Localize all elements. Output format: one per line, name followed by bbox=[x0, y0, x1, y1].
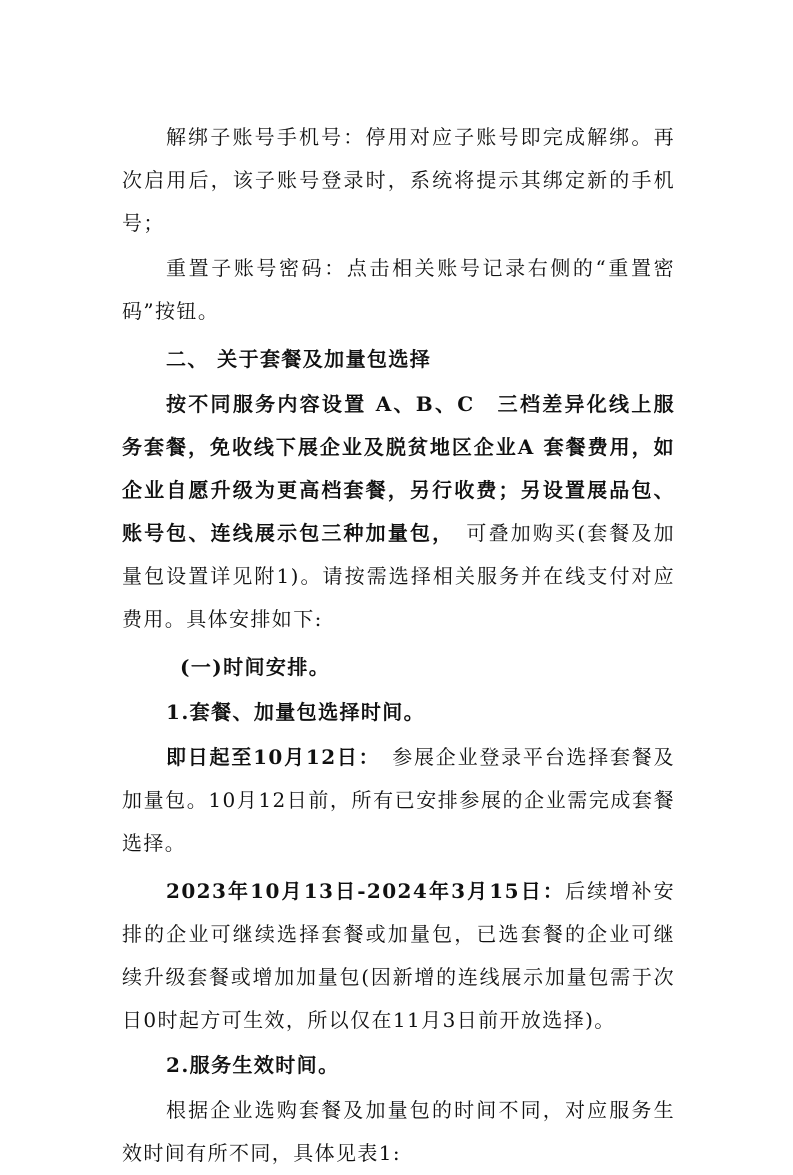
paragraph-selection-deadline-bold: 即日起至10月12日： bbox=[166, 745, 371, 769]
item-heading-selection-time: 1.套餐、加量包选择时间。 bbox=[166, 700, 426, 724]
paragraph-package-overview bbox=[122, 383, 675, 641]
item-heading-effective-time: 2.服务生效时间。 bbox=[166, 1053, 340, 1077]
paragraph-package-overview-bold: 按不同服务内容设置 A、B、C 三档差异化线上服务套餐，免收线下展企业及脱贫地区企业A 套餐费用，如企业自愿升级为更高档套餐，另行收费；另设置展品包、账号包、连线展示包三种加量包， bbox=[122, 392, 675, 545]
paragraph-effective-time: 根据企业选购套餐及加量包的时间不同，对应服务生效时间有所不同，具体见表1: bbox=[122, 1098, 675, 1165]
subsection-heading-schedule: (一)时间安排。 bbox=[180, 655, 331, 679]
paragraph-reset-password: 重置子账号密码：点击相关账号记录右侧的“重置密码”按钮。 bbox=[122, 256, 675, 323]
paragraph-selection-deadline-normal: 参展企业登录平台选择套餐及加量包。10月12日前，所有已安排参展的企业需完成套餐选择。 bbox=[122, 745, 675, 855]
paragraph-selection-deadline bbox=[122, 736, 675, 865]
paragraph-later-period bbox=[122, 870, 675, 1042]
paragraph-later-period-normal: 后续增补安排的企业可继续选择套餐或加量包，已选套餐的企业可继续升级套餐或增加加量包(因新增的连线展示加量包需于次日0时起方可生效，所以仅在11月3日前开放选择)。 bbox=[122, 879, 675, 1032]
paragraph-later-period-bold: 2023年10月13日-2024年3月15日： bbox=[166, 879, 565, 903]
paragraph-package-overview-normal: 可叠加购买(套餐及加量包设置详见附1)。请按需选择相关服务并在线支付对应费用。具体安排如下: bbox=[122, 521, 676, 631]
section-heading-packages: 二、 关于套餐及加量包选择 bbox=[166, 347, 432, 371]
paragraph-unbind-phone: 解绑子账号手机号：停用对应子账号即完成解绑。再次启用后，该子账号登录时，系统将提示其绑定新的手机号； bbox=[122, 125, 675, 235]
